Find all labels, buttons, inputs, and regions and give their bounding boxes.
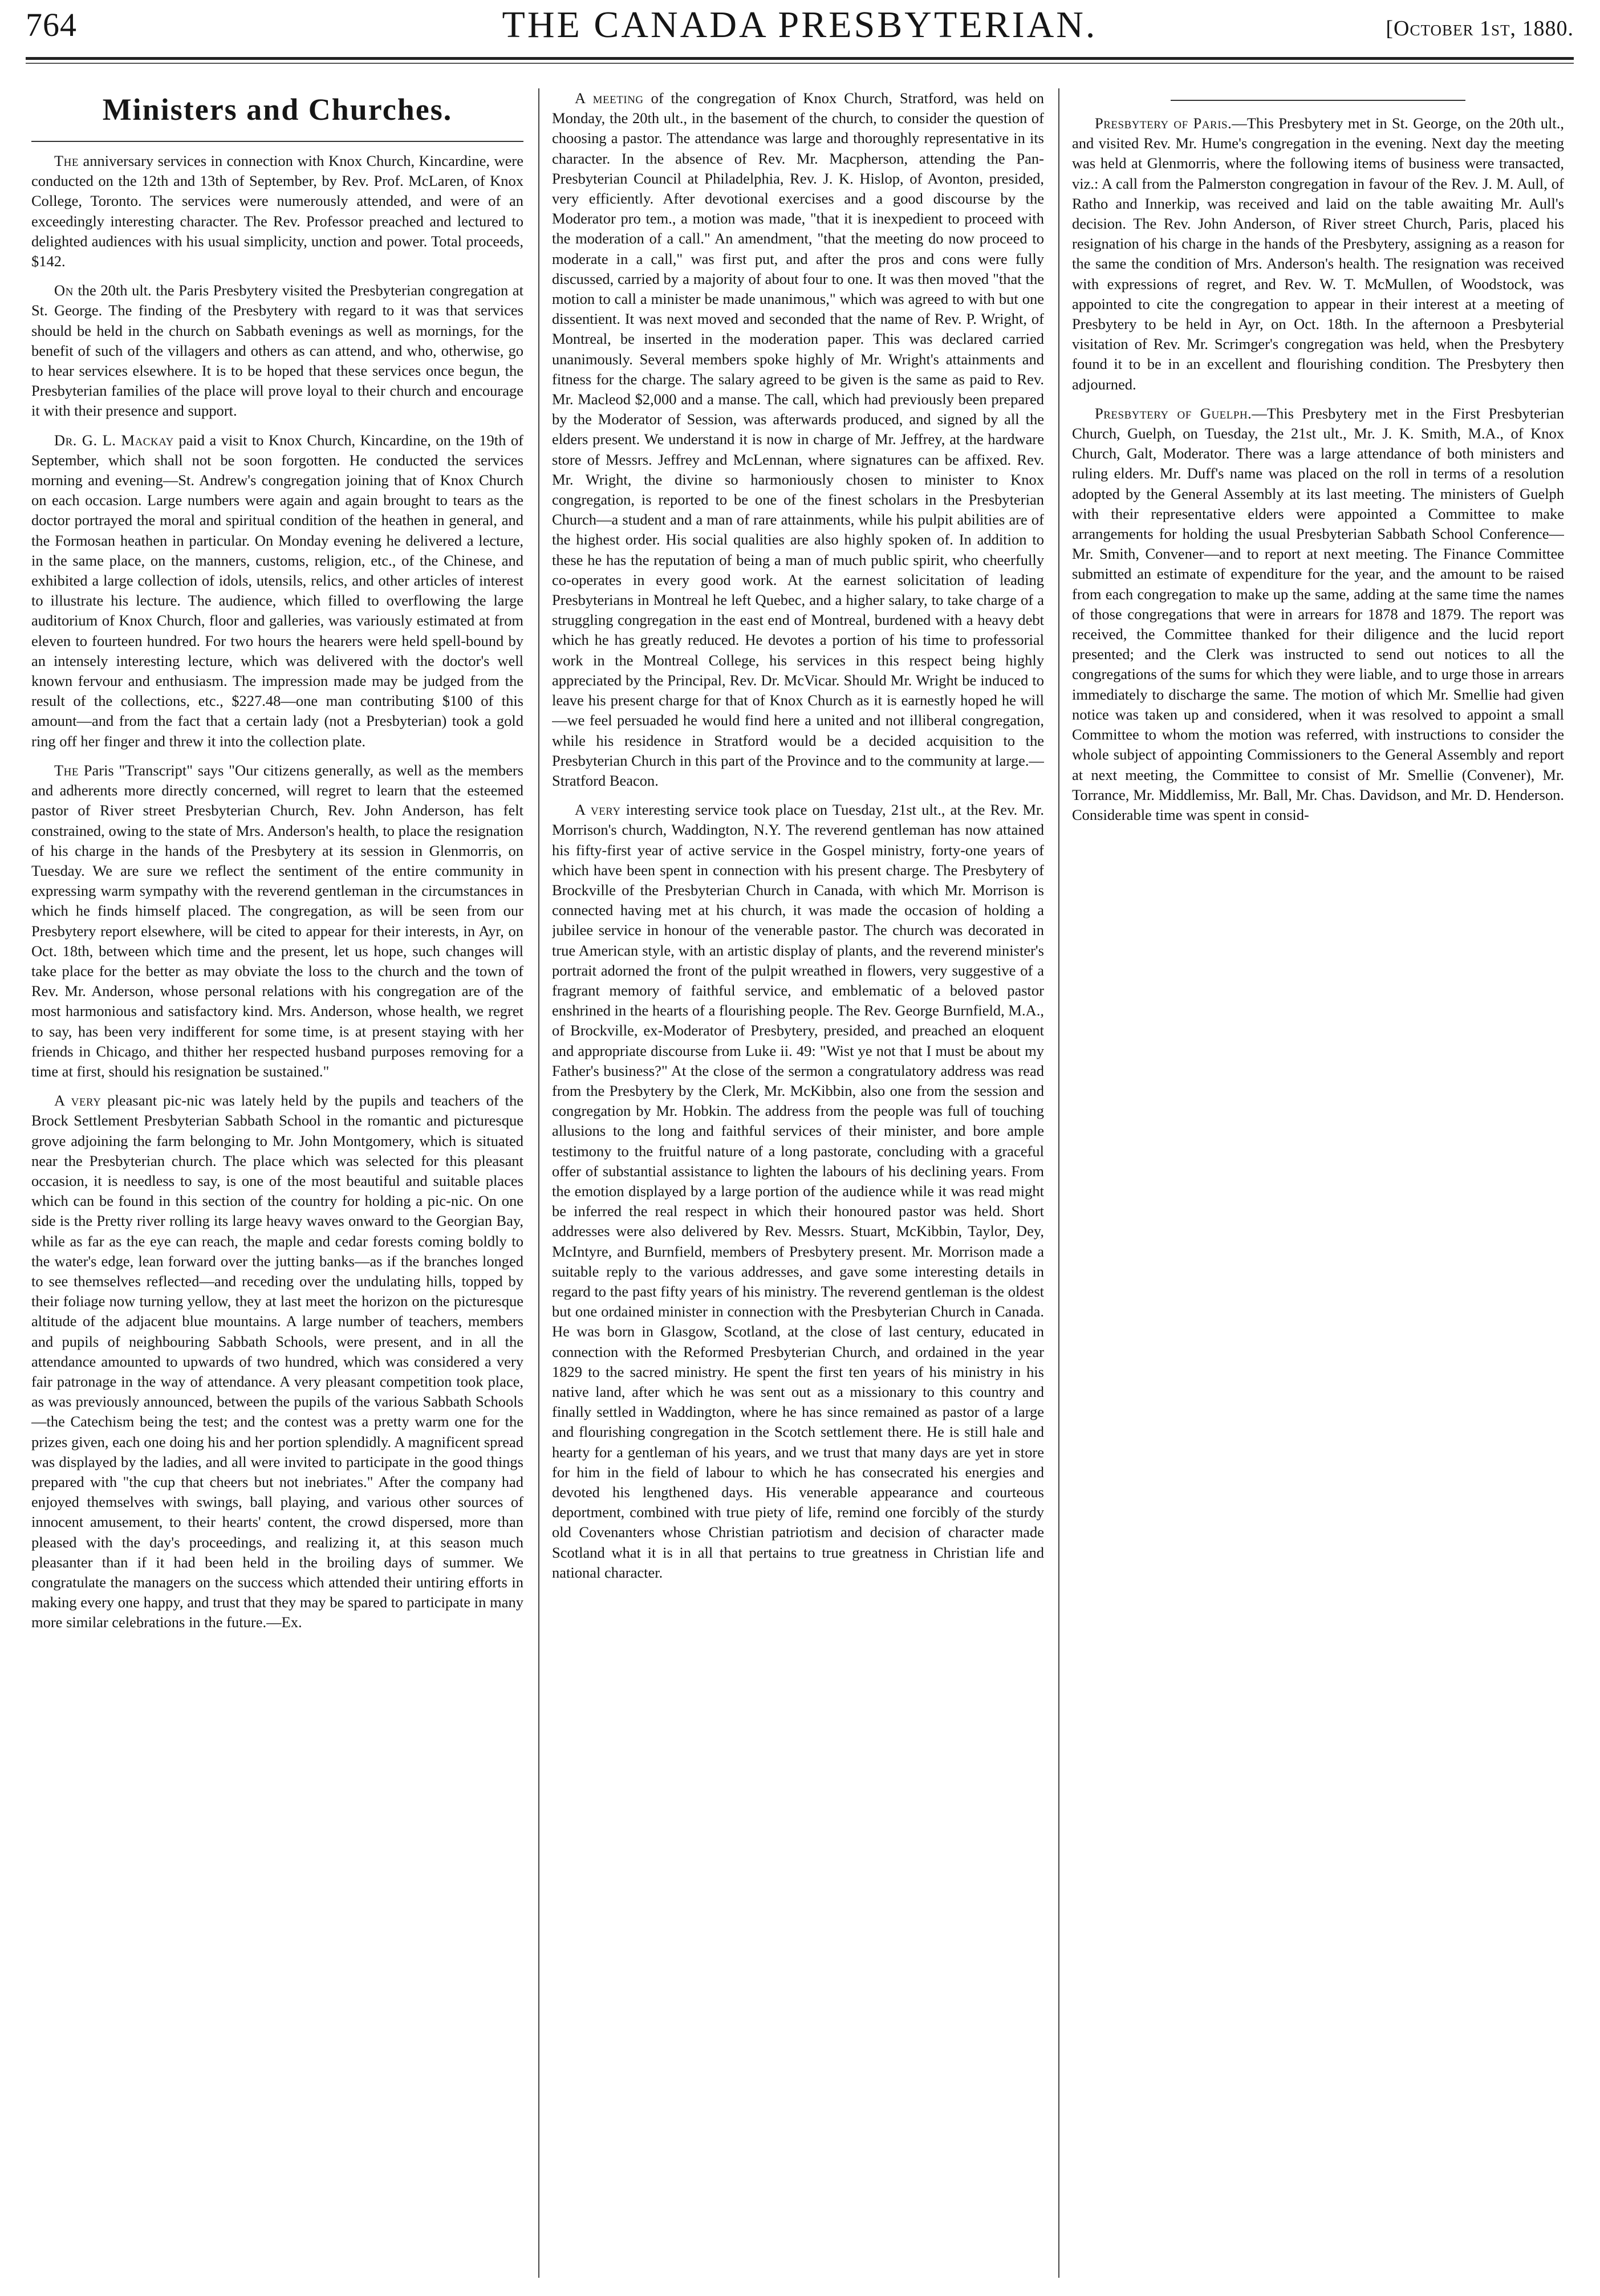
masthead xyxy=(26,0,1574,77)
article-text: —This Presbytery met in St. George, on the 20th ult., and visited Rev. Mr. Hume's congregation in the evening. Next day the meeting was held at Glenmorris, where the following items of business were transacted, viz.: A call from the Palmerston congregation in favour of the Rev. J. M. Aull, of Ratho and Innerkip, was received and laid on the table awaiting Mr. Aull's decision. The Rev. John Anderson, of River street Church, Paris, placed his resignation of his charge in the hands of the Presbytery, assigning as a reason for the same the condition of Mrs. Anderson's health. The resignation was received with expressions of regret, and Rev. W. T. McMullen, of Woodstock, was appointed to cite the congregation to appear in their interest at a meeting of Presbytery to be held in Ayr, on Oct. 18th. In the afternoon a Presbyterial visitation of Rev. Mr. Scrimger's congregation was held, when the Presbytery found it to be in an excellent and flourishing condition. The Presbytery then adjourned. xyxy=(1072,115,1564,393)
masthead-rule xyxy=(26,57,1574,60)
article-mackay-visit xyxy=(31,430,523,751)
article-lead: The xyxy=(54,152,79,169)
column-divider-2 xyxy=(1058,88,1059,2278)
article-lead: A very xyxy=(575,801,621,819)
article-text: of the congregation of Knox Church, Stratford, was held on Monday, the 20th ult., in the basement of the church, to consider the question of choosing a pastor. The attendance was large and thoroughly representative in its character. In the absence of Rev. Mr. Macpherson, attending the Pan-Presbyterian Council at Philadelphia, Rev. J. K. Hislop, of Avonton, presided, very efficiently. After devotional exercises and a good discourse by the Moderator pro tem., a motion was made, "that it is inexpedient to proceed with the moderation of a call." An amendment, "that the meeting do now proceed to moderate in a call," was first put, and after the pros and cons were fully discussed, carried by a majority of about four to one. It was then moved "that the motion to call a minister be made unanimous," which was agreed to with but one dissentient. It was next moved and seconded that the name of Rev. P. Wright, of Montreal, be inserted in the moderation paper. This was declared carried unanimously. Several members spoke highly of Mr. Wright's attainments and fitness for the charge. The salary agreed to be given is the same as paid to Rev. Mr. Macleod $2,000 and a manse. The call, which had previously been prepared by the Moderator of Session, was afterwards produced, and signed by all the elders present. We understand it is now in charge of Mr. Jeffrey, at the hardware store of Messrs. Jeffrey and McLennan, where signatures can be affixed. Rev. Mr. Wright, the divine so harmoniously chosen to minister to Knox congregation, is reported to be one of the finest scholars in the Presbyterian Church—a student and a man of rare attainments, while his pulpit abilities are of the highest order. His social qualities are also highly spoken of. In addition to these he has the reputation of being a man of much public spirit, who cheerfully co-operates in every good work. At the earnest solicitation of leading Presbyterians in Montreal he left Quebec, and a higher salary, to take charge of a struggling congregation in the east end of Montreal, burdened with a heavy debt which he has greatly reduced. He devotes a portion of his time to professorial work in the Montreal College, his services in this respect being highly appreciated by the Principal, Rev. Dr. McVicar. Should Mr. Wright be induced to leave his present charge for that of Knox Church as it is earnestly hoped he will—we feel persuaded he would find here a united and not illiberal congregation, while his residence in Stratford would be a decided acquisition to the Presbyterian Church in this part of the Province and to the community at large.—Stratford Beacon. xyxy=(552,90,1044,789)
article-lead: A very xyxy=(54,1092,101,1110)
article-waddington-service xyxy=(552,800,1044,1583)
column-divider-1 xyxy=(538,88,539,2278)
article-lead: A meeting xyxy=(575,90,644,107)
article-lead: Presbytery of Paris. xyxy=(1095,115,1232,132)
article-text: pleasant pic-nic was lately held by the pupils and teachers of the Brock Settlement Presbyterian Sabbath School in the romantic and picturesque grove adjoining the farm belonging to Mr. John Montgomery, which is situated near the Presbyterian church. The place which was selected for this pleasant occasion, it is needless to say, is one of the most beautiful and suitable places which can be found in this section of the country for holding a pic-nic. On one side is the Pretty river rolling its large heavy waves onward to the Georgian Bay, while as far as the eye can reach, the maple and cedar forests coming boldly to the water's edge, lean forward over the jutting banks—as if the branches longed to see themselves reflected—and receding over the undulating hills, topped by their foliage now turning yellow, they at last meet the horizon on the picturesque altitude of the adjacent blue mountains. A large number of teachers, members and pupils of neighbouring Sabbath Schools, were present, and in all the attendance amounted to upwards of two hundred, which was considered a very fair patronage in the way of attendance. A very pleasant competition took place, as was previously announced, between the pupils of the various Sabbath Schools—the Catechism being the test; and the contest was a pretty warm one for the prizes given, each one doing his and her portion splendidly. A magnificent spread was displayed by the ladies, and all were invited to participate in the good things prepared with "the cup that cheers but not inebriates." After the company had enjoyed themselves with swings, ball playing, and various other sources of innocent amusement, to their hearts' content, the crowd dispersed, more than pleased with the day's proceedings, and realizing it, at this season much pleasanter than if it had been held in the broiling days of summer. We congratulate the managers on the success which attended their untiring efforts in making every one happy, and trust that they may be spared to participate in many more similar celebrations in the future.—Ex. xyxy=(31,1092,523,1631)
article-presbytery-of-guelph xyxy=(1072,404,1564,825)
article-text: interesting service took place on Tuesday, 21st ult., at the Rev. Mr. Morrison's church, Waddington, N.Y. The reverend gentleman has now attained his fifty-first year of active service in the Gospel ministry, forty-one years of which have been spent in connection with his present charge. The Presbytery of Brockville of the Presbyterian Church in Canada, with which Mr. Morrison is connected having met at his church, it was made the occasion of holding a jubilee service in honour of the venerable pastor. The church was decorated in true American style, with an artistic display of plants, and the reverend minister's portrait adorned the front of the pulpit wreathed in flowers, very suggestive of a fragrant memory of faithful service, and emblematic of a beloved pastor enshrined in the hearts of a flourishing people. The Rev. George Burnfield, M.A., of Brockville, ex-Moderator of Presbytery, presided, and preached an eloquent and appropriate discourse from Luke ii. 49: "Wist ye not that I must be about my Father's business?" At the close of the sermon a congratulatory address was read from the Presbytery by the Clerk, Mr. McKibbin, also one from the session and congregation by Mr. Hobkin. The address from the people was full of touching allusions to the long and faithful services of their minister, and bore ample testimony to the fruitful nature of a long pastorate, concluding with a graceful offer of substantial assistance to lighten the labours of his declining years. From the emotion displayed by a large portion of the audience while it was read might be inferred the real respect in which their honoured pastor was held. Short addresses were also delivered by Rev. Messrs. Stuart, McKibbin, Taylor, Dey, McIntyre, and Burnfield, members of Presbytery present. Mr. Morrison made a suitable reply to the various addresses, and gave some interesting details in regard to the past fifty years of his ministry. The reverend gentleman is the oldest but one ordained minister in connection with the Presbyterian Church in Canada. He was born in Glasgow, Scotland, at the close of last century, educated in connection with the Reformed Presbyterian Church, and ordained in the year 1829 to the sacred ministry. He spent the first ten years of his ministry in his native land, after which he was sent out as a missionary to this country and finally settled in Waddington, where he has since remained as pastor of a large and flourishing congregation in the Scotch settlement there. He is still hale and hearty for a gentleman of his years, and we trust that many days are yet in store for him in the field of labour to which he has consecrated his energies and devoted his lengthened days. His venerable appearance and courteous deportment, combined with true piety of life, remind one forcibly of the sturdy old Covenanters whose Christian patriotism and decision of character made Scotland what it is in all that pertains to true greatness in Christian life and national character. xyxy=(552,801,1044,1581)
article-knox-kincardine-anniversary xyxy=(31,151,523,271)
article-lead: Presbytery of Guelph. xyxy=(1095,404,1252,422)
article-brock-picnic-part-1 xyxy=(31,1091,523,1632)
article-text: paid a visit to Knox Church, Kincardine, on the 19th of September, which shall not be soon forgotten. He conducted the services morning and evening—St. Andrew's congregation joining that of Knox Church on each occasion. Large numbers were again and again brought to tears as the doctor portrayed the moral and spiritual condition of the heathen in general, and the Formosan heathen in particular. On Monday evening he delivered a lecture, in the same place, on the manners, customs, religion, etc., of the Chinese, and exhibited a large collection of idols, utensils, relics, and other articles of interest to illustrate his lecture. The audience, which filled to overflowing the large auditorium of Knox Church, floor and galleries, was variously estimated at from eleven to fourteen hundred. For two hours the hearers were held spell-bound by an intensely interesting lecture, which was delivered with the doctor's well known fervour and enthusiasm. The impression made may be judged from the result of the collections, etc., $227.48—one man contributing $100 of this amount—and from the fact that a certain lady (not a Presbyterian) took a gold ring off her finger and threw it into the collection plate. xyxy=(31,431,523,750)
journal-title: THE CANADA PRESBYTERIAN. xyxy=(502,4,1098,46)
section-heading-rule xyxy=(31,141,523,142)
article-lead: On xyxy=(54,282,74,299)
article-stratford-meeting xyxy=(552,88,1044,791)
article-text: —This Presbytery met in the First Presbyterian Church, Guelph, on Tuesday, the 21st ult., Mr. J. K. Smith, M.A., of Knox Church, Galt, Moderator. There was a large attendance of both ministers and ruling elders. Mr. Duff's name was placed on the roll in terms of a resolution adopted by the General Assembly at its last meeting. The ministers of Guelph with their representative elders were appointed a Committee to make arrangements for holding the usual Presbyterian Sabbath School Conference—Mr. Smith, Convener—and to report at next meeting. The Finance Committee submitted an estimate of expenditure for the year, and the amount to be raised from each congregation to make up the same, adding at the same time the names of those congregations that were in arrears for 1878 and 1879. The report was received, the Committee thanked for their diligence and the lucid report presented; and the Clerk was instructed to send out notices to all the congregations of the sums for which they were liable, and to urge those in arrears immediately to discharge the same. The motion of which Mr. Smellie had given notice was taken up and considered, when it was resolved to appoint a small Committee to whom the motion was referred, with instructions to consider the whole subject of appointing Commissioners to the General Assembly and report at next meeting, the Committee to consist of Mr. Smellie (Convener), Mr. Torrance, Mr. Middlemiss, Mr. Ball, Mr. Chas. Davidson, and Mr. D. Henderson. Considerable time was spent in consid- xyxy=(1072,404,1564,823)
column-1 xyxy=(31,88,523,2278)
article-text: the 20th ult. the Paris Presbytery visited the Presbyterian congregation at St. George. The finding of the Presbytery with regard to it was that services should be held in the church on Sabbath evenings as well as mornings, for the benefit of such of the villagers and others as can attend, and who, otherwise, go to hear services elsewhere. It is to be hoped that these services once begun, the Presbyterian families of the place will prove loyal to their church and encourage it with their presence and support. xyxy=(31,282,523,420)
article-text: anniversary services in connection with Knox Church, Kincardine, were conducted on the 12th and 13th of September, by Rev. Prof. McLaren, of Knox College, Toronto. The services were numerously attended, and were of an exceedingly interesting character. The Rev. Professor preached and lectured to delighted audiences with his usual simplicity, unction and power. Total proceeds, $142. xyxy=(31,152,523,270)
article-lead: Dr. G. L. Mackay xyxy=(54,431,174,449)
article-paris-transcript xyxy=(31,761,523,1082)
column-2 xyxy=(552,88,1044,2278)
section-heading: Ministers and Churches. xyxy=(102,92,453,127)
article-paris-presbytery-visit xyxy=(31,281,523,421)
issue-date: [October 1st, 1880. xyxy=(1386,17,1574,40)
page-number: 764 xyxy=(26,6,77,43)
article-separator xyxy=(1171,100,1466,101)
article-lead: The xyxy=(54,761,79,779)
article-presbytery-of-paris xyxy=(1072,113,1564,395)
article-text: Paris "Transcript" says "Our citizens generally, as well as the members and adherents more directly concerned, will regret to learn that the esteemed pastor of River street Presbyterian Church, Rev. John Anderson, has felt constrained, owing to the state of Mrs. Anderson's health, to place the resignation of his charge in the hands of the Presbytery at its session in Glenmorris, on Tuesday. We are sure we reflect the sentiment of the entire community in expressing warm sympathy with the reverend gentleman in the circumstances in which he finds himself placed. The congregation, as will be seen from our Presbytery report elsewhere, will be cited to appear for their interests, in Ayr, on Oct. 18th, between which time and the present, let us hope, such changes will take place for the better as may obviate the loss to the church and the town of Rev. Mr. Anderson, whose personal relations with his congregation are of the most harmonious and satisfactory kind. Mrs. Anderson, whose health, we regret to say, has been very indifferent for some time, is at present staying with her friends in Chicago, and thither her respected husband purposes removing for a time at first, should his resignation be sustained." xyxy=(31,761,523,1080)
column-3 xyxy=(1072,88,1564,2278)
masthead-rule-thin xyxy=(26,63,1574,64)
